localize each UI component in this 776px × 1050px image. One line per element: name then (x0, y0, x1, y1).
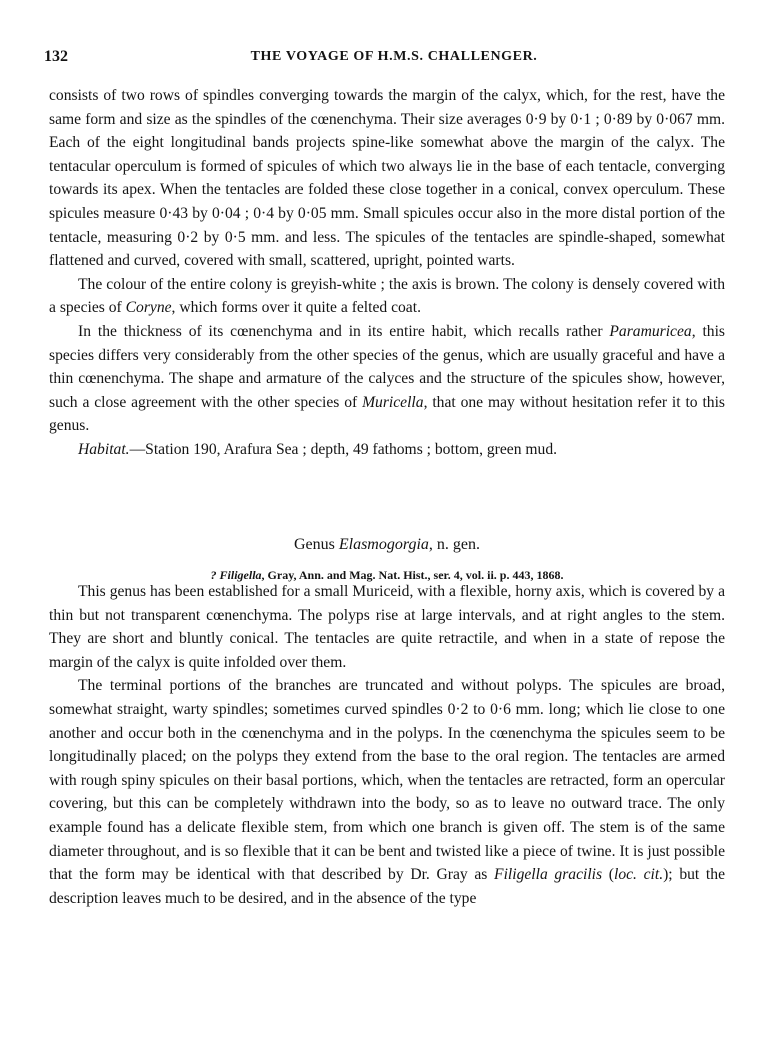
paragraph-genus-description: This genus has been established for a small Muriceid, with a flexible, horny axis, which is covered by a thin but not transparent cœnenchyma. The polyps rise at large intervals, and at right angles to the stem. They are short and bluntly conical. The tentacles are quite retractile, and when in a state of repose the margin of the calyx is quite infolded over them. (49, 583, 725, 671)
habitat-text: —Station 190, Arafura Sea ; depth, 49 fathoms ; bottom, green mud. (129, 440, 558, 458)
genus-heading-name: Elasmogorgia (338, 536, 429, 553)
genus-name-paramuricea: Paramuricea (609, 322, 692, 340)
text-block-genus (49, 580, 725, 910)
paragraph-spicules: consists of two rows of spindles converging towards the margin of the calyx, which, for the rest, have the same form and size as the spindles of the cœnenchyma. Their size averages 0·9 by 0·1 ; 0·89 by 0·067 mm. Each of the eight longitudinal bands projects spine-like somewhat above the margin of the calyx. The tentacular operculum is formed of spicules of which two always lie in the base of each tentacle, converging towards its apex. When the tentacles are folded these close together in a conical, convex operculum. These spicules measure 0·43 by 0·04 ; 0·4 by 0·05 mm. Small spicules occur also in the more distal portion of the tentacle, measuring 0·2 by 0·5 mm. and less. The spicules of the tentacles are spindle-shaped, somewhat flattened and curved, covered with small, scattered, upright, pointed warts. (49, 87, 725, 270)
paragraph-colour-text-end: , which forms over it quite a felted coat. (171, 299, 421, 317)
genus-heading-suffix: , n. gen. (428, 536, 481, 553)
genus-heading-prefix: Genus (293, 536, 339, 553)
species-name-filigella-gracilis: Filigella gracilis (494, 866, 603, 884)
genus-name-muricella: Muricella (362, 393, 424, 411)
paragraph-colour-text: The colour of the entire colony is greyish-white ; the axis is brown. The colony is densely covered with a species of (49, 275, 725, 317)
paragraph-branches-text-1: The terminal portions of the branches are truncated and without polyps. The spicules are broad, somewhat straight, warty spindles; sometimes curved spindles 0·2 to 0·6 mm. long; which lie close to one another and occur both in the cœnenchyma and in the polyps. In the cœnenchyma the spicules seem to be longitudinally placed; on the polyps they extend from the base to the oral region. The tentacles are armed with rough spiny spicules on their basal portions, which, when the tentacles are retracted, form an opercular covering, but this can be completely withdrawn into the body, so as to leave no outward trace. The only example found has a delicate flexible stem, from which one branch is given off. The stem is of the same diameter throughout, and is so flexible that it can be bent and twisted like a piece of twine. It is just possible that the form may be identical with that described by Dr. Gray as (49, 677, 725, 884)
paragraph-colour (49, 273, 725, 320)
habitat-label: Habitat. (78, 440, 130, 458)
paragraph-branches (49, 674, 725, 910)
paragraph-comparison (49, 320, 725, 438)
paragraph-branches-text-2: ( (602, 866, 614, 884)
synonym-name: ? Filigella (210, 568, 262, 582)
text-block-species (49, 84, 725, 462)
paragraph-comparison-text-2: , this species differs very considerably from the other species of the genus, which are usually graceful and have a thin cœnenchyma. The shape and armature of the calyces and the structure of the spicules show, however, such a close agreement with the other species of (49, 322, 726, 411)
paragraph-habitat (49, 438, 725, 462)
genus-heading (49, 536, 725, 554)
loc-cit: loc. cit. (613, 866, 664, 884)
paragraph-comparison-text-1: In the thickness of its cœnenchyma and in its entire habit, which recalls rather (78, 322, 610, 340)
page-number: 132 (44, 48, 68, 65)
paragraph-branches-text-3: ); but the description leaves much to be desired, and in the absence of the type (49, 866, 725, 907)
synonym-reference: , Gray, Ann. and Mag. Nat. Hist., ser. 4, vol. ii. p. 443, 1868. (261, 568, 564, 582)
running-title: THE VOYAGE OF H.M.S. CHALLENGER. (250, 49, 538, 64)
paragraph-comparison-text-3: , that one may without hesitation refer it to this genus. (49, 393, 725, 435)
page-header (44, 48, 744, 70)
genus-name-coryne: Coryne (125, 299, 172, 317)
